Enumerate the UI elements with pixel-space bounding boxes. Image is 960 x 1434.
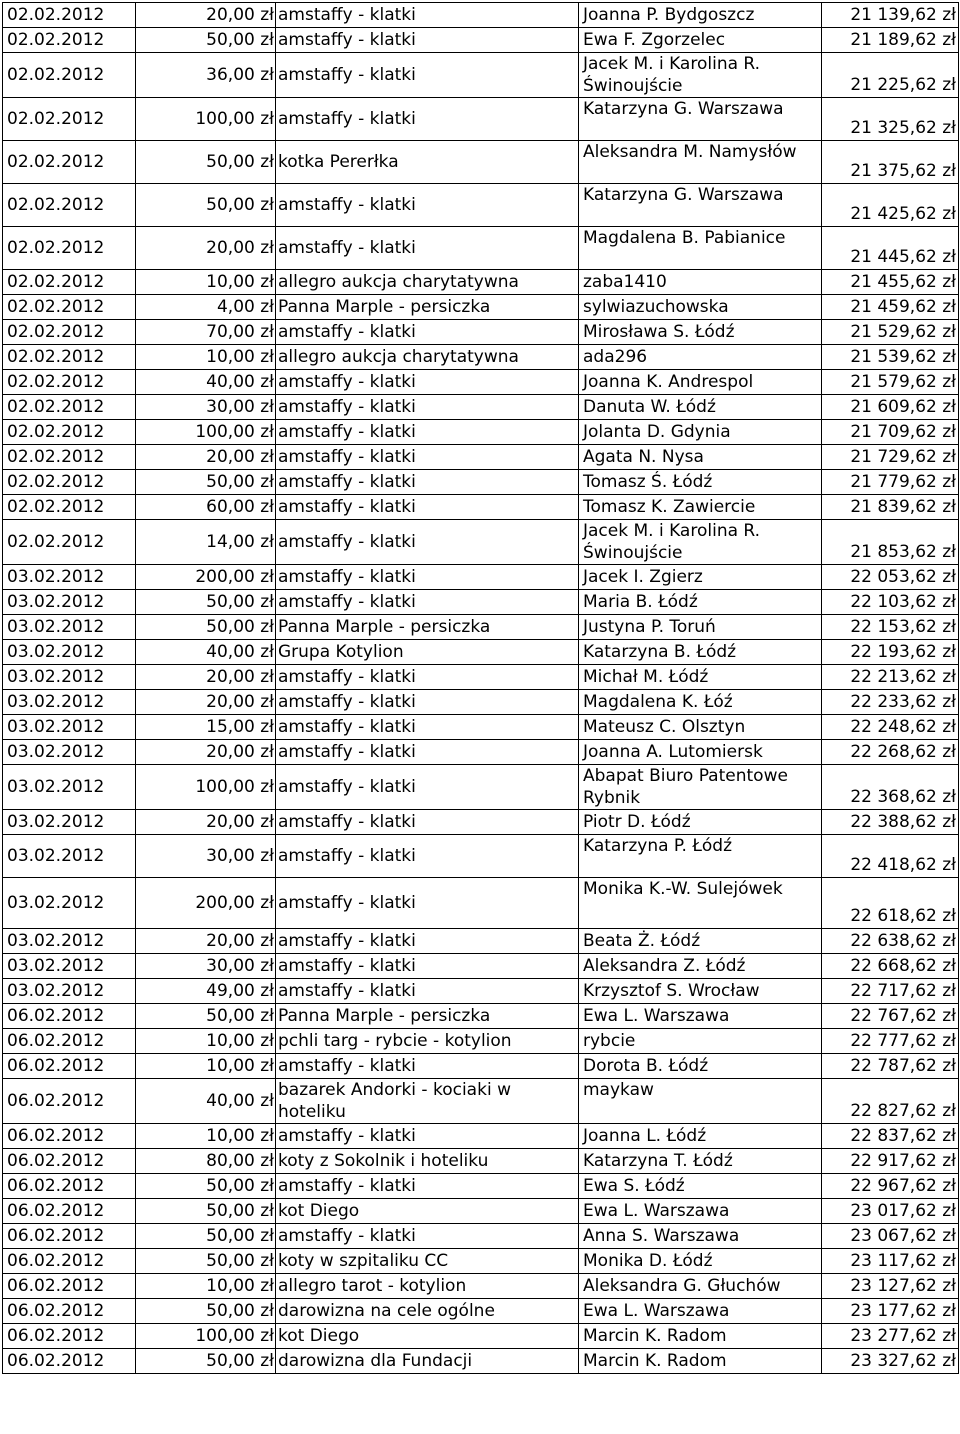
table-row (3, 420, 959, 445)
donor-name: Tomasz Ś. Łódź (579, 470, 822, 495)
donation-amount: 20,00 zł (136, 3, 276, 28)
table-row (3, 184, 959, 227)
donor-name: Jolanta D. Gdynia (579, 420, 822, 445)
table-row (3, 665, 959, 690)
donation-description: amstaffy - klatki (276, 835, 579, 878)
donation-description: amstaffy - klatki (276, 420, 579, 445)
table-row (3, 395, 959, 420)
donation-description: amstaffy - klatki (276, 565, 579, 590)
donation-description: koty w szpitaliku CC (276, 1249, 579, 1274)
table-row (3, 345, 959, 370)
donor-name: Jacek M. i Karolina R. Świnoujście (579, 520, 822, 565)
donation-amount: 200,00 zł (136, 878, 276, 929)
donation-amount: 50,00 zł (136, 28, 276, 53)
donation-date: 06.02.2012 (3, 1029, 136, 1054)
donation-amount: 60,00 zł (136, 495, 276, 520)
donor-name: Ewa L. Warszawa (579, 1199, 822, 1224)
donor-name: Joanna L. Łódź (579, 1124, 822, 1149)
running-balance: 21 139,62 zł (822, 3, 959, 28)
donation-amount: 36,00 zł (136, 53, 276, 98)
donation-amount: 80,00 zł (136, 1149, 276, 1174)
donation-amount: 30,00 zł (136, 395, 276, 420)
donation-amount: 50,00 zł (136, 1249, 276, 1274)
donation-amount: 10,00 zł (136, 270, 276, 295)
table-row (3, 141, 959, 184)
donation-date: 02.02.2012 (3, 320, 136, 345)
donation-amount: 10,00 zł (136, 345, 276, 370)
donor-name: Katarzyna G. Warszawa (579, 184, 822, 227)
table-row (3, 370, 959, 395)
donation-description: kot Diego (276, 1199, 579, 1224)
donation-description: amstaffy - klatki (276, 810, 579, 835)
donor-name: Aleksandra M. Namysłów (579, 141, 822, 184)
running-balance: 21 579,62 zł (822, 370, 959, 395)
donor-name: sylwiazuchowska (579, 295, 822, 320)
donation-date: 02.02.2012 (3, 470, 136, 495)
donation-amount: 50,00 zł (136, 1004, 276, 1029)
donor-name: Mirosława S. Łódź (579, 320, 822, 345)
donor-name: Monika K.-W. Sulejówek (579, 878, 822, 929)
running-balance: 22 618,62 zł (822, 878, 959, 929)
running-balance: 21 839,62 zł (822, 495, 959, 520)
table-row (3, 295, 959, 320)
table-row (3, 270, 959, 295)
running-balance: 22 418,62 zł (822, 835, 959, 878)
running-balance: 21 539,62 zł (822, 345, 959, 370)
table-row (3, 979, 959, 1004)
donation-description: amstaffy - klatki (276, 98, 579, 141)
donation-amount: 10,00 zł (136, 1029, 276, 1054)
donor-name: Beata Ż. Łódź (579, 929, 822, 954)
donation-amount: 49,00 zł (136, 979, 276, 1004)
table-row (3, 690, 959, 715)
donor-name: Ewa F. Zgorzelec (579, 28, 822, 53)
table-row (3, 835, 959, 878)
donation-date: 03.02.2012 (3, 929, 136, 954)
donation-date: 03.02.2012 (3, 590, 136, 615)
donation-date: 06.02.2012 (3, 1054, 136, 1079)
table-row (3, 470, 959, 495)
running-balance: 21 425,62 zł (822, 184, 959, 227)
donation-description: allegro aukcja charytatywna (276, 270, 579, 295)
running-balance: 21 779,62 zł (822, 470, 959, 495)
running-balance: 23 067,62 zł (822, 1224, 959, 1249)
donation-date: 02.02.2012 (3, 420, 136, 445)
donation-amount: 15,00 zł (136, 715, 276, 740)
running-balance: 21 375,62 zł (822, 141, 959, 184)
donation-date: 06.02.2012 (3, 1199, 136, 1224)
donation-description: Panna Marple - persiczka (276, 615, 579, 640)
running-balance: 21 455,62 zł (822, 270, 959, 295)
donation-description: Grupa Kotylion (276, 640, 579, 665)
running-balance: 22 233,62 zł (822, 690, 959, 715)
donor-name: Justyna P. Toruń (579, 615, 822, 640)
donor-name: Danuta W. Łódź (579, 395, 822, 420)
donation-amount: 30,00 zł (136, 835, 276, 878)
table-row (3, 3, 959, 28)
table-row (3, 765, 959, 810)
donation-date: 06.02.2012 (3, 1324, 136, 1349)
donation-date: 02.02.2012 (3, 141, 136, 184)
table-row (3, 640, 959, 665)
donation-description: amstaffy - klatki (276, 53, 579, 98)
donation-description: Panna Marple - persiczka (276, 1004, 579, 1029)
donor-name: Anna S. Warszawa (579, 1224, 822, 1249)
donation-description: amstaffy - klatki (276, 370, 579, 395)
donation-date: 06.02.2012 (3, 1249, 136, 1274)
running-balance: 22 103,62 zł (822, 590, 959, 615)
table-row (3, 320, 959, 345)
donation-description: amstaffy - klatki (276, 495, 579, 520)
donation-date: 02.02.2012 (3, 227, 136, 270)
running-balance: 21 853,62 zł (822, 520, 959, 565)
donor-name: Jacek I. Zgierz (579, 565, 822, 590)
table-row (3, 28, 959, 53)
running-balance: 22 053,62 zł (822, 565, 959, 590)
donation-amount: 14,00 zł (136, 520, 276, 565)
donor-name: Maria B. Łódź (579, 590, 822, 615)
table-row (3, 1054, 959, 1079)
donation-description: amstaffy - klatki (276, 395, 579, 420)
donation-amount: 100,00 zł (136, 420, 276, 445)
donor-name: Krzysztof S. Wrocław (579, 979, 822, 1004)
donation-date: 06.02.2012 (3, 1079, 136, 1124)
donor-name: Monika D. Łódź (579, 1249, 822, 1274)
donation-description: amstaffy - klatki (276, 954, 579, 979)
donation-date: 03.02.2012 (3, 715, 136, 740)
donation-description: amstaffy - klatki (276, 878, 579, 929)
running-balance: 22 787,62 zł (822, 1054, 959, 1079)
donation-amount: 20,00 zł (136, 227, 276, 270)
donation-description: amstaffy - klatki (276, 979, 579, 1004)
donation-amount: 20,00 zł (136, 690, 276, 715)
donation-date: 02.02.2012 (3, 345, 136, 370)
donor-name: Katarzyna P. Łódź (579, 835, 822, 878)
donor-name: Joanna P. Bydgoszcz (579, 3, 822, 28)
running-balance: 21 729,62 zł (822, 445, 959, 470)
donation-date: 02.02.2012 (3, 53, 136, 98)
running-balance: 21 609,62 zł (822, 395, 959, 420)
donor-name: Piotr D. Łódź (579, 810, 822, 835)
running-balance: 22 638,62 zł (822, 929, 959, 954)
donation-description: amstaffy - klatki (276, 227, 579, 270)
donation-description: amstaffy - klatki (276, 1054, 579, 1079)
donation-description: allegro aukcja charytatywna (276, 345, 579, 370)
running-balance: 22 967,62 zł (822, 1174, 959, 1199)
table-row (3, 520, 959, 565)
running-balance: 23 277,62 zł (822, 1324, 959, 1349)
donation-description: koty z Sokolnik i hoteliku (276, 1149, 579, 1174)
donation-description: amstaffy - klatki (276, 1224, 579, 1249)
donation-description: kotka Pererłka (276, 141, 579, 184)
donor-name: Magdalena K. Łóź (579, 690, 822, 715)
donor-name: Mateusz C. Olsztyn (579, 715, 822, 740)
donation-date: 06.02.2012 (3, 1349, 136, 1374)
donation-amount: 20,00 zł (136, 929, 276, 954)
donor-name: Katarzyna G. Warszawa (579, 98, 822, 141)
donor-name: Joanna K. Andrespol (579, 370, 822, 395)
donation-date: 03.02.2012 (3, 740, 136, 765)
running-balance: 21 445,62 zł (822, 227, 959, 270)
donation-date: 02.02.2012 (3, 295, 136, 320)
table-row (3, 1349, 959, 1374)
donor-name: Abapat Biuro Patentowe Rybnik (579, 765, 822, 810)
running-balance: 22 153,62 zł (822, 615, 959, 640)
running-balance: 22 388,62 zł (822, 810, 959, 835)
donation-amount: 30,00 zł (136, 954, 276, 979)
donation-amount: 4,00 zł (136, 295, 276, 320)
running-balance: 21 325,62 zł (822, 98, 959, 141)
table-row (3, 878, 959, 929)
donation-amount: 50,00 zł (136, 1299, 276, 1324)
donor-name: Ewa L. Warszawa (579, 1299, 822, 1324)
table-row (3, 1149, 959, 1174)
donation-description: amstaffy - klatki (276, 740, 579, 765)
table-row (3, 1274, 959, 1299)
donation-amount: 100,00 zł (136, 1324, 276, 1349)
donor-name: Agata N. Nysa (579, 445, 822, 470)
donation-description: amstaffy - klatki (276, 28, 579, 53)
donation-amount: 50,00 zł (136, 615, 276, 640)
donation-amount: 20,00 zł (136, 445, 276, 470)
donor-name: maykaw (579, 1079, 822, 1124)
donation-date: 02.02.2012 (3, 98, 136, 141)
table-row (3, 98, 959, 141)
table-row (3, 1249, 959, 1274)
table-row (3, 954, 959, 979)
table-row (3, 615, 959, 640)
running-balance: 22 213,62 zł (822, 665, 959, 690)
donor-name: Aleksandra Z. Łódź (579, 954, 822, 979)
donor-name: rybcie (579, 1029, 822, 1054)
donation-amount: 50,00 zł (136, 1174, 276, 1199)
table-row (3, 590, 959, 615)
donor-name: Marcin K. Radom (579, 1349, 822, 1374)
donation-amount: 70,00 zł (136, 320, 276, 345)
donation-amount: 50,00 zł (136, 1199, 276, 1224)
donor-name: Joanna A. Lutomiersk (579, 740, 822, 765)
donation-description: amstaffy - klatki (276, 1174, 579, 1199)
table-row (3, 1029, 959, 1054)
donation-amount: 50,00 zł (136, 590, 276, 615)
donation-description: pchli targ - rybcie - kotylion (276, 1029, 579, 1054)
donation-description: amstaffy - klatki (276, 520, 579, 565)
donation-amount: 40,00 zł (136, 1079, 276, 1124)
donation-date: 02.02.2012 (3, 28, 136, 53)
donor-name: Ewa S. Łódź (579, 1174, 822, 1199)
table-row (3, 565, 959, 590)
donation-date: 06.02.2012 (3, 1299, 136, 1324)
table-row (3, 1004, 959, 1029)
table-row (3, 445, 959, 470)
running-balance: 21 189,62 zł (822, 28, 959, 53)
donation-date: 02.02.2012 (3, 520, 136, 565)
running-balance: 22 837,62 zł (822, 1124, 959, 1149)
donation-amount: 20,00 zł (136, 810, 276, 835)
donation-description: amstaffy - klatki (276, 665, 579, 690)
running-balance: 22 368,62 zł (822, 765, 959, 810)
donor-name: Ewa L. Warszawa (579, 1004, 822, 1029)
donation-amount: 40,00 zł (136, 370, 276, 395)
table-row (3, 495, 959, 520)
donation-date: 03.02.2012 (3, 615, 136, 640)
donor-name: Tomasz K. Zawiercie (579, 495, 822, 520)
donation-description: amstaffy - klatki (276, 765, 579, 810)
donation-date: 03.02.2012 (3, 979, 136, 1004)
donation-description: amstaffy - klatki (276, 3, 579, 28)
donation-date: 02.02.2012 (3, 3, 136, 28)
donation-date: 03.02.2012 (3, 665, 136, 690)
donation-date: 03.02.2012 (3, 835, 136, 878)
donation-description: amstaffy - klatki (276, 320, 579, 345)
donation-date: 06.02.2012 (3, 1149, 136, 1174)
donation-date: 02.02.2012 (3, 184, 136, 227)
donation-description: Panna Marple - persiczka (276, 295, 579, 320)
donation-description: allegro tarot - kotylion (276, 1274, 579, 1299)
donation-date: 06.02.2012 (3, 1274, 136, 1299)
running-balance: 22 827,62 zł (822, 1079, 959, 1124)
donation-description: amstaffy - klatki (276, 929, 579, 954)
donation-description: amstaffy - klatki (276, 184, 579, 227)
table-row (3, 810, 959, 835)
donation-amount: 20,00 zł (136, 665, 276, 690)
donor-name: zaba1410 (579, 270, 822, 295)
donation-date: 03.02.2012 (3, 640, 136, 665)
donation-description: amstaffy - klatki (276, 715, 579, 740)
donation-amount: 100,00 zł (136, 98, 276, 141)
donations-table (2, 2, 959, 1374)
running-balance: 23 127,62 zł (822, 1274, 959, 1299)
running-balance: 23 117,62 zł (822, 1249, 959, 1274)
donation-amount: 50,00 zł (136, 1349, 276, 1374)
donation-description: amstaffy - klatki (276, 470, 579, 495)
donor-name: Magdalena B. Pabianice (579, 227, 822, 270)
donation-amount: 50,00 zł (136, 1224, 276, 1249)
donation-date: 03.02.2012 (3, 954, 136, 979)
donor-name: Dorota B. Łódź (579, 1054, 822, 1079)
donation-date: 06.02.2012 (3, 1224, 136, 1249)
donation-amount: 200,00 zł (136, 565, 276, 590)
donor-name: Michał M. Łódź (579, 665, 822, 690)
donation-description: amstaffy - klatki (276, 590, 579, 615)
donor-name: ada296 (579, 345, 822, 370)
donation-date: 03.02.2012 (3, 765, 136, 810)
running-balance: 22 193,62 zł (822, 640, 959, 665)
table-row (3, 1324, 959, 1349)
table-row (3, 1299, 959, 1324)
running-balance: 22 917,62 zł (822, 1149, 959, 1174)
donation-amount: 50,00 zł (136, 184, 276, 227)
donation-amount: 10,00 zł (136, 1054, 276, 1079)
table-row (3, 1174, 959, 1199)
running-balance: 21 709,62 zł (822, 420, 959, 445)
donor-name: Jacek M. i Karolina R. Świnoujście (579, 53, 822, 98)
table-row (3, 715, 959, 740)
donation-date: 06.02.2012 (3, 1124, 136, 1149)
running-balance: 22 777,62 zł (822, 1029, 959, 1054)
donor-name: Marcin K. Radom (579, 1324, 822, 1349)
table-row (3, 740, 959, 765)
table-row (3, 227, 959, 270)
table-row (3, 1199, 959, 1224)
table-row (3, 1224, 959, 1249)
running-balance: 22 717,62 zł (822, 979, 959, 1004)
donation-amount: 40,00 zł (136, 640, 276, 665)
donation-date: 02.02.2012 (3, 445, 136, 470)
running-balance: 23 177,62 zł (822, 1299, 959, 1324)
donation-date: 02.02.2012 (3, 395, 136, 420)
table-row (3, 1079, 959, 1124)
donation-amount: 50,00 zł (136, 470, 276, 495)
donation-date: 02.02.2012 (3, 370, 136, 395)
donation-description: amstaffy - klatki (276, 1124, 579, 1149)
donation-date: 03.02.2012 (3, 810, 136, 835)
donation-amount: 50,00 zł (136, 141, 276, 184)
donation-amount: 100,00 zł (136, 765, 276, 810)
table-row (3, 53, 959, 98)
donation-description: bazarek Andorki - kociaki w hoteliku (276, 1079, 579, 1124)
donation-date: 02.02.2012 (3, 270, 136, 295)
donation-amount: 10,00 zł (136, 1274, 276, 1299)
donor-name: Aleksandra G. Głuchów (579, 1274, 822, 1299)
running-balance: 22 668,62 zł (822, 954, 959, 979)
donation-date: 03.02.2012 (3, 565, 136, 590)
donation-description: amstaffy - klatki (276, 445, 579, 470)
donation-description: darowizna na cele ogólne (276, 1299, 579, 1324)
running-balance: 21 529,62 zł (822, 320, 959, 345)
running-balance: 21 225,62 zł (822, 53, 959, 98)
table-row (3, 1124, 959, 1149)
donation-description: kot Diego (276, 1324, 579, 1349)
donation-description: amstaffy - klatki (276, 690, 579, 715)
running-balance: 23 327,62 zł (822, 1349, 959, 1374)
donor-name: Katarzyna T. Łódź (579, 1149, 822, 1174)
donation-date: 03.02.2012 (3, 878, 136, 929)
donor-name: Katarzyna B. Łódź (579, 640, 822, 665)
donation-date: 06.02.2012 (3, 1004, 136, 1029)
donation-date: 02.02.2012 (3, 495, 136, 520)
donation-amount: 20,00 zł (136, 740, 276, 765)
donation-description: darowizna dla Fundacji (276, 1349, 579, 1374)
running-balance: 21 459,62 zł (822, 295, 959, 320)
running-balance: 23 017,62 zł (822, 1199, 959, 1224)
donations-table-body (3, 3, 959, 1374)
table-row (3, 929, 959, 954)
running-balance: 22 248,62 zł (822, 715, 959, 740)
donation-date: 03.02.2012 (3, 690, 136, 715)
running-balance: 22 268,62 zł (822, 740, 959, 765)
running-balance: 22 767,62 zł (822, 1004, 959, 1029)
donation-amount: 10,00 zł (136, 1124, 276, 1149)
donation-date: 06.02.2012 (3, 1174, 136, 1199)
